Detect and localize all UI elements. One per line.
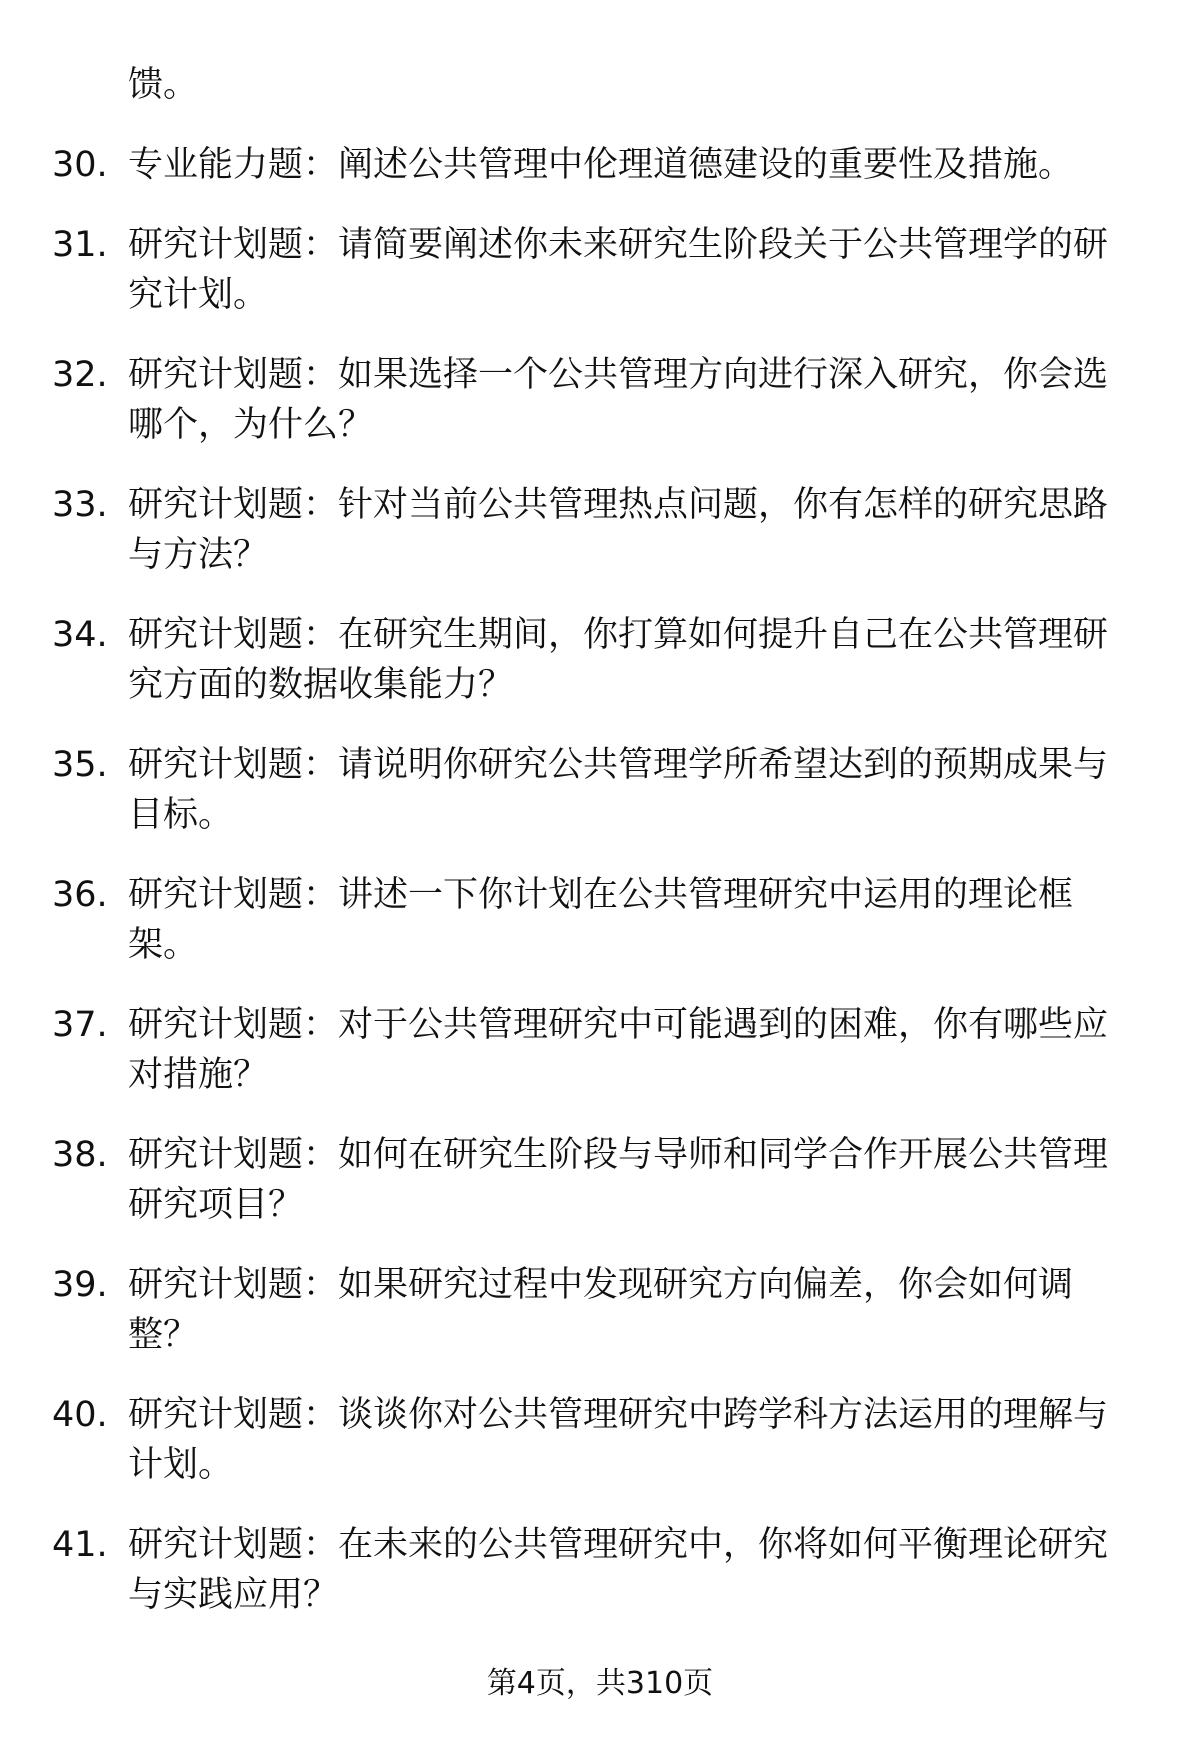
page-footer: 第4页，共310页 [486,1666,714,1701]
question-text: 研究计划题：如何在研究生阶段与导师和同学合作开展公共管理研究项目？ [128,1135,1109,1225]
question-text: 研究计划题：如果选择一个公共管理方向进行深入研究，你会选哪个，为什么？ [128,355,1109,445]
question-number: 38. [52,1135,108,1175]
question-number: 40. [52,1395,108,1435]
question-item [0,1260,1200,1360]
question-text: 研究计划题：对于公共管理研究中可能遇到的困难，你有哪些应对措施？ [128,1005,1109,1095]
question-item [0,740,1200,840]
question-text: 研究计划题：在研究生期间，你打算如何提升自己在公共管理研究方面的数据收集能力？ [128,615,1109,705]
question-item [0,140,1200,190]
question-item [0,1130,1200,1230]
question-text: 研究计划题：如果研究过程中发现研究方向偏差，你会如何调整？ [128,1265,1074,1355]
question-number: 36. [52,875,108,915]
question-text: 研究计划题：请简要阐述你未来研究生阶段关于公共管理学的研究计划。 [128,225,1109,315]
question-item [0,480,1200,580]
question-item [0,220,1200,320]
question-item [0,1520,1200,1620]
question-number: 37. [52,1005,108,1045]
question-number: 35. [52,745,108,785]
question-item [0,350,1200,450]
question-text: 研究计划题：谈谈你对公共管理研究中跨学科方法运用的理解与计划。 [128,1395,1109,1485]
question-item [0,610,1200,710]
question-list [0,140,1200,1650]
question-number: 39. [52,1265,108,1305]
question-number: 32. [52,355,108,395]
question-number: 33. [52,485,108,525]
question-number: 31. [52,225,108,265]
question-item [0,870,1200,970]
question-text: 研究计划题：讲述一下你计划在公共管理研究中运用的理论框架。 [128,875,1074,965]
question-text: 研究计划题：在未来的公共管理研究中，你将如何平衡理论研究与实践应用？ [128,1525,1109,1615]
question-item [0,1000,1200,1100]
question-number: 34. [52,615,108,655]
question-item [0,1390,1200,1490]
question-text: 研究计划题：针对当前公共管理热点问题，你有怎样的研究思路与方法？ [128,485,1109,575]
question-text: 专业能力题：阐述公共管理中伦理道德建设的重要性及措施。 [128,145,1074,185]
continuation-text: 馈。 [128,65,199,105]
question-text: 研究计划题：请说明你研究公共管理学所希望达到的预期成果与目标。 [128,745,1109,835]
question-number: 41. [52,1525,108,1565]
question-number: 30. [52,145,108,185]
